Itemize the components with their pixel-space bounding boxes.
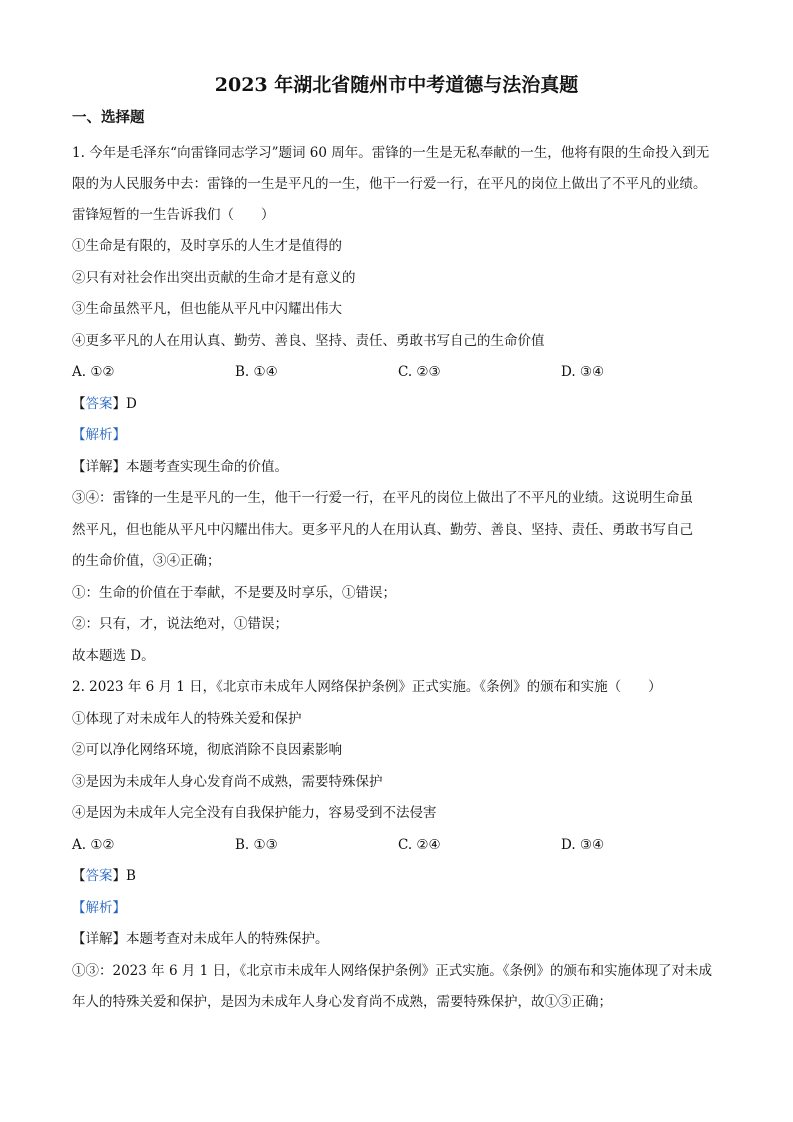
q2-option-c: C. ②④ — [398, 836, 441, 853]
q2-detail: 【详解】本题考查对未成年人的特殊保护。 — [72, 931, 329, 947]
q1-explanation-3: 的生命价值，③④正确； — [72, 553, 221, 569]
q2-analysis-label: 【解析】 — [72, 899, 126, 916]
q2-answer: 【答案】B — [72, 868, 136, 884]
q1-option-b: B. ①④ — [235, 364, 278, 380]
q1-detail: 【详解】本题考查实现生命的价值。 — [72, 458, 288, 475]
q2-explanation-1: ①③：2023 年 6 月 1 日，《北京市未成年人网络保护条例》正式实施。《条例》的颁布和实施体现了对未成 — [72, 962, 712, 979]
q1-analysis-label: 【解析】 — [72, 427, 126, 443]
q1-option-a: A. ①② — [72, 364, 115, 380]
q2-statement-4: ④是因为未成年人完全没有自我保护能力，容易受到不法侵害 — [72, 805, 437, 821]
q1-statement-4: ④更多平凡的人在用认真、勤劳、善良、坚持、责任、勇敢书写自己的生命价值 — [72, 332, 545, 349]
q1-explanation-6: 故本题选 D。 — [72, 647, 155, 664]
q1-option-c: C. ②③ — [398, 364, 441, 380]
q2-stem: 2. 2023 年 6 月 1 日，《北京市未成年人网络保护条例》正式实施。《条例》的颁布和实施（ ） — [72, 679, 662, 695]
q1-explanation-5: ②：只有，才，说法绝对，①错误； — [72, 616, 288, 632]
q1-statement-1: ①生命是有限的，及时享乐的人生才是值得的 — [72, 238, 342, 254]
section-heading: 一、选择题 — [72, 109, 145, 126]
q1-answer: 【答案】D — [72, 395, 137, 412]
q2-option-d: D. ③④ — [561, 836, 605, 853]
q1-explanation-4: ①：生命的价值在于奉献，不是要及时享乐，①错误； — [72, 584, 396, 601]
q1-explanation-1: ③④：雷锋的一生是平凡的一生，他干一行爱一行，在平凡的岗位上做出了不平凡的业绩。这说明生命虽 — [72, 490, 693, 506]
document-body — [72, 138, 726, 1019]
q2-options — [72, 830, 726, 862]
q2-statement-1: ①体现了对未成年人的特殊关爱和保护 — [72, 710, 302, 727]
q1-statement-3: ③生命虽然平凡，但也能从平凡中闪耀出伟大 — [72, 301, 342, 317]
q2-option-a: A. ①② — [72, 836, 115, 853]
q1-stem-line-2: 限的为人民服务中去：雷锋的一生是平凡的一生，他干一行爱一行，在平凡的岗位上做出了不平凡的业绩。 — [72, 176, 707, 192]
q1-explanation-2: 然平凡，但也能从平凡中闪耀出伟大。更多平凡的人在用认真、勤劳、善良、坚持、责任、勇敢书写自己 — [72, 521, 693, 538]
q2-explanation-2: 年人的特殊关爱和保护，是因为未成年人身心发育尚不成熟，需要特殊保护，故①③正确； — [72, 994, 612, 1010]
question-1 — [72, 138, 726, 672]
q1-stem-line-3: 雷锋短暂的一生告诉我们（ ） — [72, 207, 275, 223]
question-2 — [72, 672, 726, 1019]
q2-statement-2: ②可以净化网络环境，彻底消除不良因素影响 — [72, 742, 342, 758]
q2-statement-3: ③是因为未成年人身心发育尚不成熟，需要特殊保护 — [72, 773, 383, 790]
page-title: 2023 年湖北省随州市中考道德与法治真题 — [214, 74, 579, 96]
q1-option-d: D. ③④ — [561, 364, 605, 380]
q1-options — [72, 357, 726, 389]
q1-stem-line-1: 1. 今年是毛泽东“向雷锋同志学习”题词 60 周年。雷锋的一生是无私奉献的一生，他将有限的生命投入到无 — [72, 145, 710, 161]
q2-option-b: B. ①③ — [235, 836, 278, 853]
q1-statement-2: ②只有对社会作出突出贡献的生命才是有意义的 — [72, 269, 356, 286]
